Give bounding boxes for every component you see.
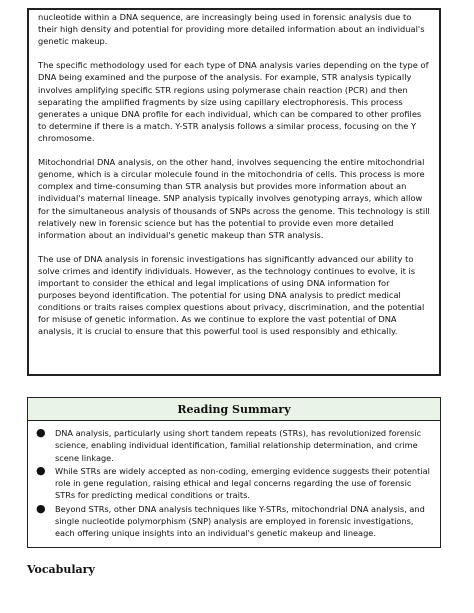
bullet-icon: ●	[36, 426, 46, 439]
bullet-icon: ●	[36, 463, 46, 477]
summary-item	[36, 503, 432, 540]
reading-summary-title: Reading Summary	[28, 398, 440, 421]
bullet-icon: ●	[36, 501, 46, 515]
passage-paragraph: The specific methodology used for each type of DNA analysis varies depending on the type of DNA being examined and the purpose of the analysis. For example, STR analysis typically involves amplifying specific STR regions using polymerase chain reaction (PCR) and then separating the amplified fragments by size using capillary electrophoresis. This process generates a unique DNA profile for each individual, which can be compared to other profiles to determine if there is a match. Y-STR analysis follows a similar process, focusing on the Y chromosome.	[38, 60, 429, 143]
reading-summary-box	[27, 397, 441, 548]
summary-item-text: DNA analysis, particularly using short tandem repeats (STRs), has revolutionized forensic science, enabling individual identification, familial relationship determination, and crime scene linkage.	[55, 428, 422, 463]
summary-item-text: While STRs are widely accepted as non-coding, emerging evidence suggests their potential role in gene regulation, raising ethical and legal concerns regarding the use of forensic STRs for predicting medical conditions or traits.	[55, 465, 430, 501]
summary-item-text: Beyond STRs, other DNA analysis techniques like Y-STRs, mitochondrial DNA analysis, and single nucleotide polymorphism (SNP) analysis are employed in forensic investigations, each offering unique insights into an individual's genetic makeup and lineage.	[55, 503, 425, 539]
summary-item	[36, 427, 432, 464]
passage-paragraph: Mitochondrial DNA analysis, on the other hand, involves sequencing the entire mitochondrial genome, which is a circular molecule found in the mitochondria of cells. This process is more complex and time-consuming than STR analysis but provides more information about an individual's maternal lineage. SNP analysis typically involves genotyping arrays, which allow for the simultaneous analysis of thousands of SNPs across the genome. This technology is still relatively new in forensic science but has the potential to provide even more detailed information about an individual's genetic makeup than STR analysis.	[38, 157, 430, 240]
summary-list	[28, 421, 440, 540]
passage-box	[27, 8, 441, 376]
passage-paragraph: The use of DNA analysis in forensic investigations has significantly advanced our ability to solve crimes and identify individuals. However, as the technology continues to evolve, it is important to consider the ethical and legal implications of using DNA information for purposes beyond identification. The potential for using DNA analysis to predict medical conditions or traits raises complex questions about privacy, discrimination, and the potential for misuse of genetic information. As we continue to explore the vast potential of DNA analysis, it is crucial to ensure that this powerful tool is used responsibly and ethically.	[38, 253, 425, 337]
summary-item	[36, 465, 432, 502]
vocabulary-heading: Vocabulary	[27, 563, 95, 576]
passage-paragraph: nucleotide within a DNA sequence, are increasingly being used in forensic analysis due to their high density and potential for providing more detailed information about an individual's genetic makeup.	[38, 12, 425, 47]
